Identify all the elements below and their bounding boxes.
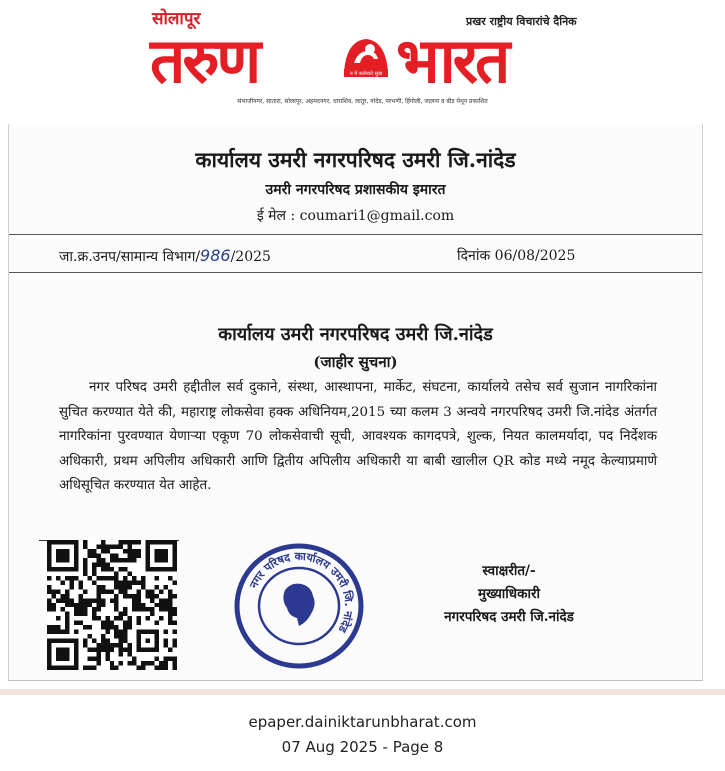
ref-year: /2025 — [230, 249, 271, 265]
lion-emblem-icon — [340, 33, 392, 85]
signatory-designation: मुख्याधिकारी — [478, 586, 540, 602]
date-label: दिनांक — [457, 248, 491, 264]
reference-number — [59, 246, 271, 266]
edition-date-page: 07 Aug 2025 - Page 8 — [281, 738, 444, 756]
masthead-city: सोलापूर — [152, 9, 201, 29]
office-email — [9, 206, 702, 225]
header-divider — [9, 234, 702, 235]
seal-text: नगर परिषद कार्यालय उमरी जि. नांदेड — [247, 549, 356, 635]
ref-prefix: जा.क्र.उनप/सामान्य विभाग/ — [59, 249, 201, 265]
office-building: उमरी नगरपरिषद प्रशासकीय इमारत — [265, 182, 446, 198]
notice-body — [59, 376, 657, 499]
newspaper-masthead — [0, 0, 725, 118]
masthead-tagline: प्रखर राष्ट्रीय विचारांचे दैनिक — [466, 15, 577, 28]
qr-code[interactable] — [47, 540, 177, 670]
notice-clipping — [8, 124, 703, 681]
notice-heading: कार्यालय उमरी नगरपरिषद उमरी जि.नांदेड — [218, 324, 493, 345]
ref-handwritten-number: 986 — [200, 246, 231, 265]
notice-body-text: नगर परिषद उमरी हद्दीतील सर्व दुकाने, संस्था, आस्थापना, मार्केट, संघटना, कार्यालये तसेच सर्व सुजान नागरिकांना सुचित करण्यात येते की, महाराष्ट्र लोकसेवा हक्क अधिनियम,2015 च्या कलम 3 अन्वये नगरपरिषद उमरी जि.नांदेड अंतर्गत नागरिकांना पुरवण्यात येणाऱ्या एकूण 70 लोकसेवाची सूची, आवश्यक कागदपत्रे, शुल्क, नियत कालमर्यादा, पद निर्देशक अधिकारी, प्रथम अपिलीय अधिकारी आणि द्वितीय अपिलीय अधिकारी या बाबी खालील QR कोड मध्ये नमूद केल्याप्रमाणे अधिसूचित करण्यात येत आहेत. — [59, 380, 657, 493]
email-label: ई मेल : — [256, 208, 296, 224]
emblem-motto: न मे कर्तव्यते सुख — [349, 71, 383, 77]
signed-text: स्वाक्षरीत/- — [482, 563, 536, 579]
masthead-editions: संभाजीनगर, सातारा, सोलापूर, अहमदनगर, धाराशिव, लातूर, नांदेड, परभणी, हिंगोली, जालना व बीड येथून प्रकाशित — [237, 98, 488, 105]
office-title: कार्यालय उमरी नगरपरिषद उमरी जि.नांदेड — [195, 147, 516, 172]
clipping-edge — [0, 689, 725, 695]
email-address: coumari1@gmail.com — [299, 208, 455, 224]
brand-name-part2: भारत — [396, 24, 508, 97]
epaper-site-link[interactable]: epaper.dainiktarunbharat.com — [248, 713, 477, 731]
brand-name-part1: तरुण — [150, 24, 259, 97]
ref-divider — [9, 272, 702, 273]
signature-block — [409, 560, 609, 629]
date-value: 06/08/2025 — [494, 248, 576, 264]
signatory-office: नगरपरिषद उमरी जि.नांदेड — [444, 609, 574, 625]
notice-subheading: (जाहीर सुचना) — [313, 353, 398, 371]
official-seal-stamp — [231, 542, 367, 670]
notice-date — [457, 246, 575, 265]
